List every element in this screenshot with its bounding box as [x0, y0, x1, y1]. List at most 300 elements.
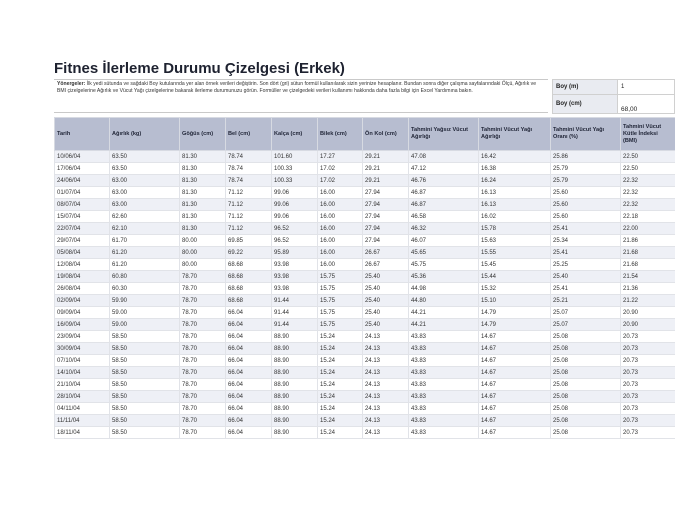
column-header[interactable]: Göğüs (cm) — [180, 118, 226, 151]
table-cell[interactable]: 14.67 — [479, 331, 551, 343]
table-cell[interactable]: 16.13 — [479, 187, 551, 199]
table-cell[interactable]: 08/07/04 — [55, 199, 110, 211]
table-cell[interactable]: 99.06 — [272, 187, 318, 199]
table-cell[interactable]: 58.50 — [110, 427, 180, 439]
table-cell[interactable]: 14.79 — [479, 307, 551, 319]
table-cell[interactable]: 20.73 — [621, 343, 675, 355]
table-cell[interactable]: 81.30 — [180, 223, 226, 235]
table-cell[interactable]: 25.07 — [551, 319, 621, 331]
table-cell[interactable]: 59.00 — [110, 319, 180, 331]
table-cell[interactable]: 16.00 — [318, 223, 363, 235]
column-header[interactable]: Tahmini Vücut Kütle İndeksi (BMI) — [621, 118, 675, 151]
column-header[interactable]: Tarih — [55, 118, 110, 151]
table-cell[interactable]: 91.44 — [272, 295, 318, 307]
table-cell[interactable]: 14.67 — [479, 355, 551, 367]
table-cell[interactable]: 15.24 — [318, 355, 363, 367]
table-cell[interactable]: 18/11/04 — [55, 427, 110, 439]
table-cell[interactable]: 20.90 — [621, 319, 675, 331]
table-cell[interactable]: 99.06 — [272, 199, 318, 211]
table-cell[interactable]: 16.38 — [479, 163, 551, 175]
table-cell[interactable]: 29/07/04 — [55, 235, 110, 247]
table-cell[interactable]: 29.21 — [363, 175, 409, 187]
table-cell[interactable]: 78.70 — [180, 307, 226, 319]
table-cell[interactable]: 29.21 — [363, 151, 409, 163]
table-cell[interactable]: 78.70 — [180, 271, 226, 283]
table-cell[interactable]: 46.87 — [409, 187, 479, 199]
table-cell[interactable]: 16.24 — [479, 175, 551, 187]
table-cell[interactable]: 25.41 — [551, 247, 621, 259]
table-cell[interactable]: 93.98 — [272, 271, 318, 283]
table-cell[interactable]: 25.41 — [551, 223, 621, 235]
instructions-label: Yönergeler: — [57, 81, 86, 87]
table-cell[interactable]: 60.80 — [110, 271, 180, 283]
table-cell[interactable]: 43.83 — [409, 427, 479, 439]
table-cell[interactable]: 15.75 — [318, 307, 363, 319]
table-cell[interactable]: 17.02 — [318, 175, 363, 187]
table-cell[interactable]: 60.30 — [110, 283, 180, 295]
table-cell[interactable]: 24.13 — [363, 415, 409, 427]
table-cell[interactable]: 25.40 — [363, 307, 409, 319]
table-cell[interactable]: 19/08/04 — [55, 271, 110, 283]
table-cell[interactable]: 78.74 — [226, 163, 272, 175]
table-cell[interactable]: 21.86 — [621, 235, 675, 247]
table-cell[interactable]: 05/08/04 — [55, 247, 110, 259]
table-cell[interactable]: 22.32 — [621, 187, 675, 199]
table-cell[interactable]: 25.60 — [551, 187, 621, 199]
table-cell[interactable]: 25.40 — [363, 319, 409, 331]
table-row — [55, 403, 675, 415]
table-cell[interactable]: 91.44 — [272, 307, 318, 319]
table-cell[interactable]: 58.50 — [110, 391, 180, 403]
column-header[interactable]: Tahmini Vücut Yağı Oranı (%) — [551, 118, 621, 151]
table-cell[interactable]: 93.98 — [272, 283, 318, 295]
table-cell[interactable]: 15.24 — [318, 331, 363, 343]
table-cell[interactable]: 14.67 — [479, 427, 551, 439]
table-cell[interactable]: 47.08 — [409, 151, 479, 163]
table-row — [55, 295, 675, 307]
table-cell[interactable]: 15.75 — [318, 271, 363, 283]
table-cell[interactable]: 07/10/04 — [55, 355, 110, 367]
table-cell[interactable]: 62.60 — [110, 211, 180, 223]
table-cell[interactable]: 21.68 — [621, 247, 675, 259]
table-cell[interactable]: 47.12 — [409, 163, 479, 175]
table-row — [55, 283, 675, 295]
table-row — [55, 271, 675, 283]
table-cell[interactable]: 17/06/04 — [55, 163, 110, 175]
table-cell[interactable]: 63.00 — [110, 199, 180, 211]
table-cell[interactable]: 58.50 — [110, 403, 180, 415]
table-cell[interactable]: 22.32 — [621, 175, 675, 187]
table-cell[interactable]: 78.74 — [226, 151, 272, 163]
table-cell[interactable]: 25.08 — [551, 415, 621, 427]
table-cell[interactable]: 80.00 — [180, 247, 226, 259]
table-cell[interactable]: 25.60 — [551, 211, 621, 223]
table-cell[interactable]: 78.70 — [180, 331, 226, 343]
table-cell[interactable]: 43.83 — [409, 355, 479, 367]
table-cell[interactable]: 81.30 — [180, 187, 226, 199]
table-cell[interactable]: 11/11/04 — [55, 415, 110, 427]
table-cell[interactable]: 45.65 — [409, 247, 479, 259]
table-cell[interactable]: 45.75 — [409, 259, 479, 271]
table-cell[interactable]: 58.50 — [110, 415, 180, 427]
table-cell[interactable]: 63.00 — [110, 175, 180, 187]
table-row — [55, 247, 675, 259]
table-cell[interactable]: 99.06 — [272, 211, 318, 223]
height-cm-value[interactable]: 68,00 — [618, 95, 675, 114]
table-cell[interactable]: 10/06/04 — [55, 151, 110, 163]
table-cell[interactable]: 61.20 — [110, 259, 180, 271]
table-cell[interactable]: 78.74 — [226, 175, 272, 187]
table-cell[interactable]: 78.70 — [180, 295, 226, 307]
table-cell[interactable]: 25.08 — [551, 403, 621, 415]
table-cell[interactable]: 68.68 — [226, 271, 272, 283]
table-cell[interactable]: 27.94 — [363, 187, 409, 199]
table-cell[interactable]: 59.90 — [110, 295, 180, 307]
table-cell[interactable]: 20.73 — [621, 367, 675, 379]
table-cell[interactable]: 71.12 — [226, 199, 272, 211]
table-cell[interactable]: 44.80 — [409, 295, 479, 307]
table-cell[interactable]: 44.21 — [409, 319, 479, 331]
table-cell[interactable]: 16.00 — [318, 235, 363, 247]
table-cell[interactable]: 43.83 — [409, 415, 479, 427]
table-cell[interactable]: 15.24 — [318, 427, 363, 439]
table-cell[interactable]: 16.42 — [479, 151, 551, 163]
table-cell[interactable]: 16.02 — [479, 211, 551, 223]
table-row — [55, 307, 675, 319]
table-cell[interactable]: 21.36 — [621, 283, 675, 295]
table-cell[interactable]: 81.30 — [180, 199, 226, 211]
table-cell[interactable]: 20.73 — [621, 379, 675, 391]
table-cell[interactable]: 16.00 — [318, 259, 363, 271]
table-cell[interactable]: 68.68 — [226, 259, 272, 271]
table-cell[interactable]: 25.08 — [551, 343, 621, 355]
table-cell[interactable]: 15.10 — [479, 295, 551, 307]
instructions-text: İlk yedi sütunda ve sağdaki Boy kutularında yer alan örnek verileri değiştirin. Son dört (gri) sütun formül kullanılarak sizin yerinize hesaplanır. Bundan sonra diğer çalışma sayfalarındaki Ölçü, Ağırlık ve BMI çizelgelerine Ağırlık ve Vücut Yağı çizelgelerine bakarak ilerleme durumunuzu görün. Formüller ve çizelgedeki verileri kullanımı hakkında daha fazla bilgi için Excel Yardımına bakın. — [57, 81, 537, 94]
table-cell[interactable]: 71.12 — [226, 211, 272, 223]
table-row — [55, 379, 675, 391]
page-title: Fitnes İlerleme Durumu Çizelgesi (Erkek) — [54, 60, 345, 77]
table-cell[interactable]: 88.90 — [272, 427, 318, 439]
table-cell[interactable]: 16.00 — [318, 211, 363, 223]
table-cell[interactable]: 24.13 — [363, 427, 409, 439]
column-header[interactable]: Ön Kol (cm) — [363, 118, 409, 151]
table-cell[interactable]: 25.79 — [551, 163, 621, 175]
table-cell[interactable]: 63.00 — [110, 187, 180, 199]
table-cell[interactable]: 30/09/04 — [55, 343, 110, 355]
table-cell[interactable]: 46.07 — [409, 235, 479, 247]
table-cell[interactable]: 14.67 — [479, 343, 551, 355]
table-cell[interactable]: 68.68 — [226, 283, 272, 295]
table-cell[interactable]: 78.70 — [180, 427, 226, 439]
table-cell[interactable]: 20.73 — [621, 403, 675, 415]
table-cell[interactable]: 25.40 — [363, 295, 409, 307]
table-body — [55, 151, 675, 439]
table-cell[interactable]: 25.86 — [551, 151, 621, 163]
table-cell[interactable]: 22/07/04 — [55, 223, 110, 235]
column-header[interactable]: Ağırlık (kg) — [110, 118, 180, 151]
table-cell[interactable]: 58.50 — [110, 355, 180, 367]
table-cell[interactable]: 20.73 — [621, 331, 675, 343]
table-cell[interactable]: 78.70 — [180, 391, 226, 403]
table-cell[interactable]: 04/11/04 — [55, 403, 110, 415]
table-cell[interactable]: 66.04 — [226, 391, 272, 403]
table-cell[interactable]: 15.24 — [318, 415, 363, 427]
table-cell[interactable]: 26.67 — [363, 247, 409, 259]
table-cell[interactable]: 26/08/04 — [55, 283, 110, 295]
table-cell[interactable]: 66.04 — [226, 367, 272, 379]
table-cell[interactable]: 66.04 — [226, 415, 272, 427]
table-cell[interactable]: 21.54 — [621, 271, 675, 283]
table-cell[interactable]: 15.75 — [318, 319, 363, 331]
table-cell[interactable]: 61.70 — [110, 235, 180, 247]
table-cell[interactable]: 15.55 — [479, 247, 551, 259]
table-cell[interactable]: 25.07 — [551, 307, 621, 319]
table-cell[interactable]: 66.04 — [226, 427, 272, 439]
table-cell[interactable]: 69.22 — [226, 247, 272, 259]
table-cell[interactable]: 95.89 — [272, 247, 318, 259]
table-cell[interactable]: 14.79 — [479, 319, 551, 331]
table-cell[interactable]: 25.08 — [551, 367, 621, 379]
table-cell[interactable]: 78.70 — [180, 355, 226, 367]
table-cell[interactable]: 24.13 — [363, 367, 409, 379]
table-cell[interactable]: 21.68 — [621, 259, 675, 271]
table-cell[interactable]: 88.90 — [272, 367, 318, 379]
table-row — [55, 319, 675, 331]
table-cell[interactable]: 63.50 — [110, 151, 180, 163]
table-cell[interactable]: 43.83 — [409, 367, 479, 379]
table-cell[interactable]: 15.75 — [318, 295, 363, 307]
table-cell[interactable]: 15.24 — [318, 367, 363, 379]
table-cell[interactable]: 15.63 — [479, 235, 551, 247]
table-cell[interactable]: 66.04 — [226, 319, 272, 331]
table-row — [55, 163, 675, 175]
table-cell[interactable]: 96.52 — [272, 235, 318, 247]
table-cell[interactable]: 96.52 — [272, 223, 318, 235]
table-cell[interactable]: 15.78 — [479, 223, 551, 235]
table-cell[interactable]: 15.44 — [479, 271, 551, 283]
table-cell[interactable]: 14.67 — [479, 391, 551, 403]
table-row — [55, 211, 675, 223]
table-cell[interactable]: 88.90 — [272, 331, 318, 343]
table-cell[interactable]: 28/10/04 — [55, 391, 110, 403]
table-cell[interactable]: 24.13 — [363, 355, 409, 367]
table-cell[interactable]: 93.98 — [272, 259, 318, 271]
table-cell[interactable]: 44.98 — [409, 283, 479, 295]
table-cell[interactable]: 66.04 — [226, 307, 272, 319]
table-cell[interactable]: 22.50 — [621, 151, 675, 163]
table-cell[interactable]: 24.13 — [363, 403, 409, 415]
table-cell[interactable]: 62.10 — [110, 223, 180, 235]
table-cell[interactable]: 14.67 — [479, 415, 551, 427]
table-cell[interactable]: 88.90 — [272, 415, 318, 427]
table-cell[interactable]: 78.70 — [180, 379, 226, 391]
table-cell[interactable]: 20.73 — [621, 415, 675, 427]
table-cell[interactable]: 58.50 — [110, 367, 180, 379]
table-cell[interactable]: 78.70 — [180, 415, 226, 427]
table-cell[interactable]: 24.13 — [363, 331, 409, 343]
table-cell[interactable]: 43.83 — [409, 343, 479, 355]
table-cell[interactable]: 25.40 — [363, 271, 409, 283]
table-cell[interactable]: 25.41 — [551, 283, 621, 295]
table-cell[interactable]: 80.00 — [180, 235, 226, 247]
table-cell[interactable]: 78.70 — [180, 403, 226, 415]
table-cell[interactable]: 29.21 — [363, 163, 409, 175]
table-cell[interactable]: 02/09/04 — [55, 295, 110, 307]
table-row — [55, 391, 675, 403]
table-cell[interactable]: 66.04 — [226, 355, 272, 367]
table-cell[interactable]: 14.67 — [479, 367, 551, 379]
table-cell[interactable]: 63.50 — [110, 163, 180, 175]
table-cell[interactable]: 26.67 — [363, 259, 409, 271]
table-cell[interactable]: 78.70 — [180, 343, 226, 355]
column-header[interactable]: Bilek (cm) — [318, 118, 363, 151]
table-cell[interactable]: 12/08/04 — [55, 259, 110, 271]
table-cell[interactable]: 27.94 — [363, 235, 409, 247]
table-row — [55, 199, 675, 211]
table-cell[interactable]: 71.12 — [226, 187, 272, 199]
table-cell[interactable]: 25.08 — [551, 355, 621, 367]
table-cell[interactable]: 43.83 — [409, 379, 479, 391]
table-cell[interactable]: 66.04 — [226, 331, 272, 343]
table-cell[interactable]: 14/10/04 — [55, 367, 110, 379]
table-cell[interactable]: 09/09/04 — [55, 307, 110, 319]
table-cell[interactable]: 101.60 — [272, 151, 318, 163]
table-cell[interactable]: 81.30 — [180, 175, 226, 187]
table-cell[interactable]: 20.90 — [621, 307, 675, 319]
table-cell[interactable]: 16.13 — [479, 199, 551, 211]
table-cell[interactable]: 15.24 — [318, 379, 363, 391]
instructions-box — [54, 79, 548, 113]
table-row — [55, 427, 675, 439]
table-cell[interactable]: 88.90 — [272, 355, 318, 367]
table-cell[interactable]: 66.04 — [226, 343, 272, 355]
table-cell[interactable]: 22.18 — [621, 211, 675, 223]
table-cell[interactable]: 01/07/04 — [55, 187, 110, 199]
table-cell[interactable]: 14.67 — [479, 379, 551, 391]
table-row — [55, 223, 675, 235]
table-cell[interactable]: 61.20 — [110, 247, 180, 259]
column-header[interactable]: Kalça (cm) — [272, 118, 318, 151]
table-cell[interactable]: 68.68 — [226, 295, 272, 307]
table-row — [55, 235, 675, 247]
table-cell[interactable]: 43.83 — [409, 403, 479, 415]
table-cell[interactable]: 20.73 — [621, 355, 675, 367]
table-cell[interactable]: 17.02 — [318, 163, 363, 175]
table-cell[interactable]: 25.08 — [551, 331, 621, 343]
table-cell[interactable]: 24.13 — [363, 379, 409, 391]
table-cell[interactable]: 58.50 — [110, 331, 180, 343]
table-cell[interactable]: 91.44 — [272, 319, 318, 331]
table-row — [55, 259, 675, 271]
table-cell[interactable]: 80.00 — [180, 259, 226, 271]
table-cell[interactable]: 15.24 — [318, 403, 363, 415]
table-cell[interactable]: 88.90 — [272, 391, 318, 403]
table-cell[interactable]: 43.83 — [409, 391, 479, 403]
table-cell[interactable]: 25.25 — [551, 259, 621, 271]
table-cell[interactable]: 78.70 — [180, 367, 226, 379]
table-cell[interactable]: 25.40 — [551, 271, 621, 283]
table-cell[interactable]: 25.34 — [551, 235, 621, 247]
table-cell[interactable]: 88.90 — [272, 379, 318, 391]
table-cell[interactable]: 22.32 — [621, 199, 675, 211]
table-cell[interactable]: 24.13 — [363, 391, 409, 403]
table-cell[interactable]: 24.13 — [363, 343, 409, 355]
table-cell[interactable]: 88.90 — [272, 343, 318, 355]
table-cell[interactable]: 15.75 — [318, 283, 363, 295]
table-cell[interactable]: 15/07/04 — [55, 211, 110, 223]
table-cell[interactable]: 69.85 — [226, 235, 272, 247]
table-cell[interactable]: 27.94 — [363, 223, 409, 235]
table-cell[interactable]: 58.50 — [110, 379, 180, 391]
table-cell[interactable]: 78.70 — [180, 283, 226, 295]
table-cell[interactable]: 46.32 — [409, 223, 479, 235]
table-cell[interactable]: 25.79 — [551, 175, 621, 187]
table-cell[interactable]: 21.22 — [621, 295, 675, 307]
column-header[interactable]: Bel (cm) — [226, 118, 272, 151]
table-cell[interactable]: 58.50 — [110, 343, 180, 355]
height-m-value[interactable]: 1 — [618, 80, 675, 95]
table-cell[interactable]: 23/09/04 — [55, 331, 110, 343]
table-cell[interactable]: 81.30 — [180, 151, 226, 163]
table-cell[interactable]: 71.12 — [226, 223, 272, 235]
table-cell[interactable]: 16/09/04 — [55, 319, 110, 331]
table-cell[interactable]: 16.00 — [318, 187, 363, 199]
table-cell[interactable]: 25.40 — [363, 283, 409, 295]
table-cell[interactable]: 20.73 — [621, 391, 675, 403]
table-cell[interactable]: 16.00 — [318, 199, 363, 211]
table-cell[interactable]: 27.94 — [363, 211, 409, 223]
table-cell[interactable]: 21/10/04 — [55, 379, 110, 391]
table-cell[interactable]: 22.00 — [621, 223, 675, 235]
table-cell[interactable]: 88.90 — [272, 403, 318, 415]
table-cell[interactable]: 15.32 — [479, 283, 551, 295]
table-cell[interactable]: 16.00 — [318, 247, 363, 259]
table-cell[interactable]: 66.04 — [226, 379, 272, 391]
table-cell[interactable]: 14.67 — [479, 403, 551, 415]
table-cell[interactable]: 78.70 — [180, 319, 226, 331]
table-header-row — [55, 118, 675, 151]
table-cell[interactable]: 46.87 — [409, 199, 479, 211]
table-cell[interactable]: 44.21 — [409, 307, 479, 319]
table-cell[interactable]: 45.36 — [409, 271, 479, 283]
table-cell[interactable]: 81.30 — [180, 211, 226, 223]
table-cell[interactable]: 46.76 — [409, 175, 479, 187]
table-cell[interactable]: 66.04 — [226, 403, 272, 415]
table-cell[interactable]: 22.50 — [621, 163, 675, 175]
table-cell[interactable]: 100.33 — [272, 163, 318, 175]
table-cell[interactable]: 20.73 — [621, 427, 675, 439]
table-cell[interactable]: 27.94 — [363, 199, 409, 211]
table-cell[interactable]: 43.83 — [409, 331, 479, 343]
table-cell[interactable]: 25.08 — [551, 391, 621, 403]
table-cell[interactable]: 46.58 — [409, 211, 479, 223]
table-cell[interactable]: 100.33 — [272, 175, 318, 187]
table-cell[interactable]: 15.24 — [318, 391, 363, 403]
table-cell[interactable]: 15.24 — [318, 343, 363, 355]
table-cell[interactable]: 24/06/04 — [55, 175, 110, 187]
table-cell[interactable]: 25.60 — [551, 199, 621, 211]
table-cell[interactable]: 17.27 — [318, 151, 363, 163]
column-header[interactable]: Tahmini Vücut Yağı Ağırlığı — [479, 118, 551, 151]
table-cell[interactable]: 25.08 — [551, 427, 621, 439]
table-cell[interactable]: 25.08 — [551, 379, 621, 391]
column-header[interactable]: Tahmini Yağsız Vücut Ağırlığı — [409, 118, 479, 151]
table-cell[interactable]: 81.30 — [180, 163, 226, 175]
table-cell[interactable]: 59.00 — [110, 307, 180, 319]
table-cell[interactable]: 25.21 — [551, 295, 621, 307]
table-cell[interactable]: 15.45 — [479, 259, 551, 271]
table-row — [55, 187, 675, 199]
